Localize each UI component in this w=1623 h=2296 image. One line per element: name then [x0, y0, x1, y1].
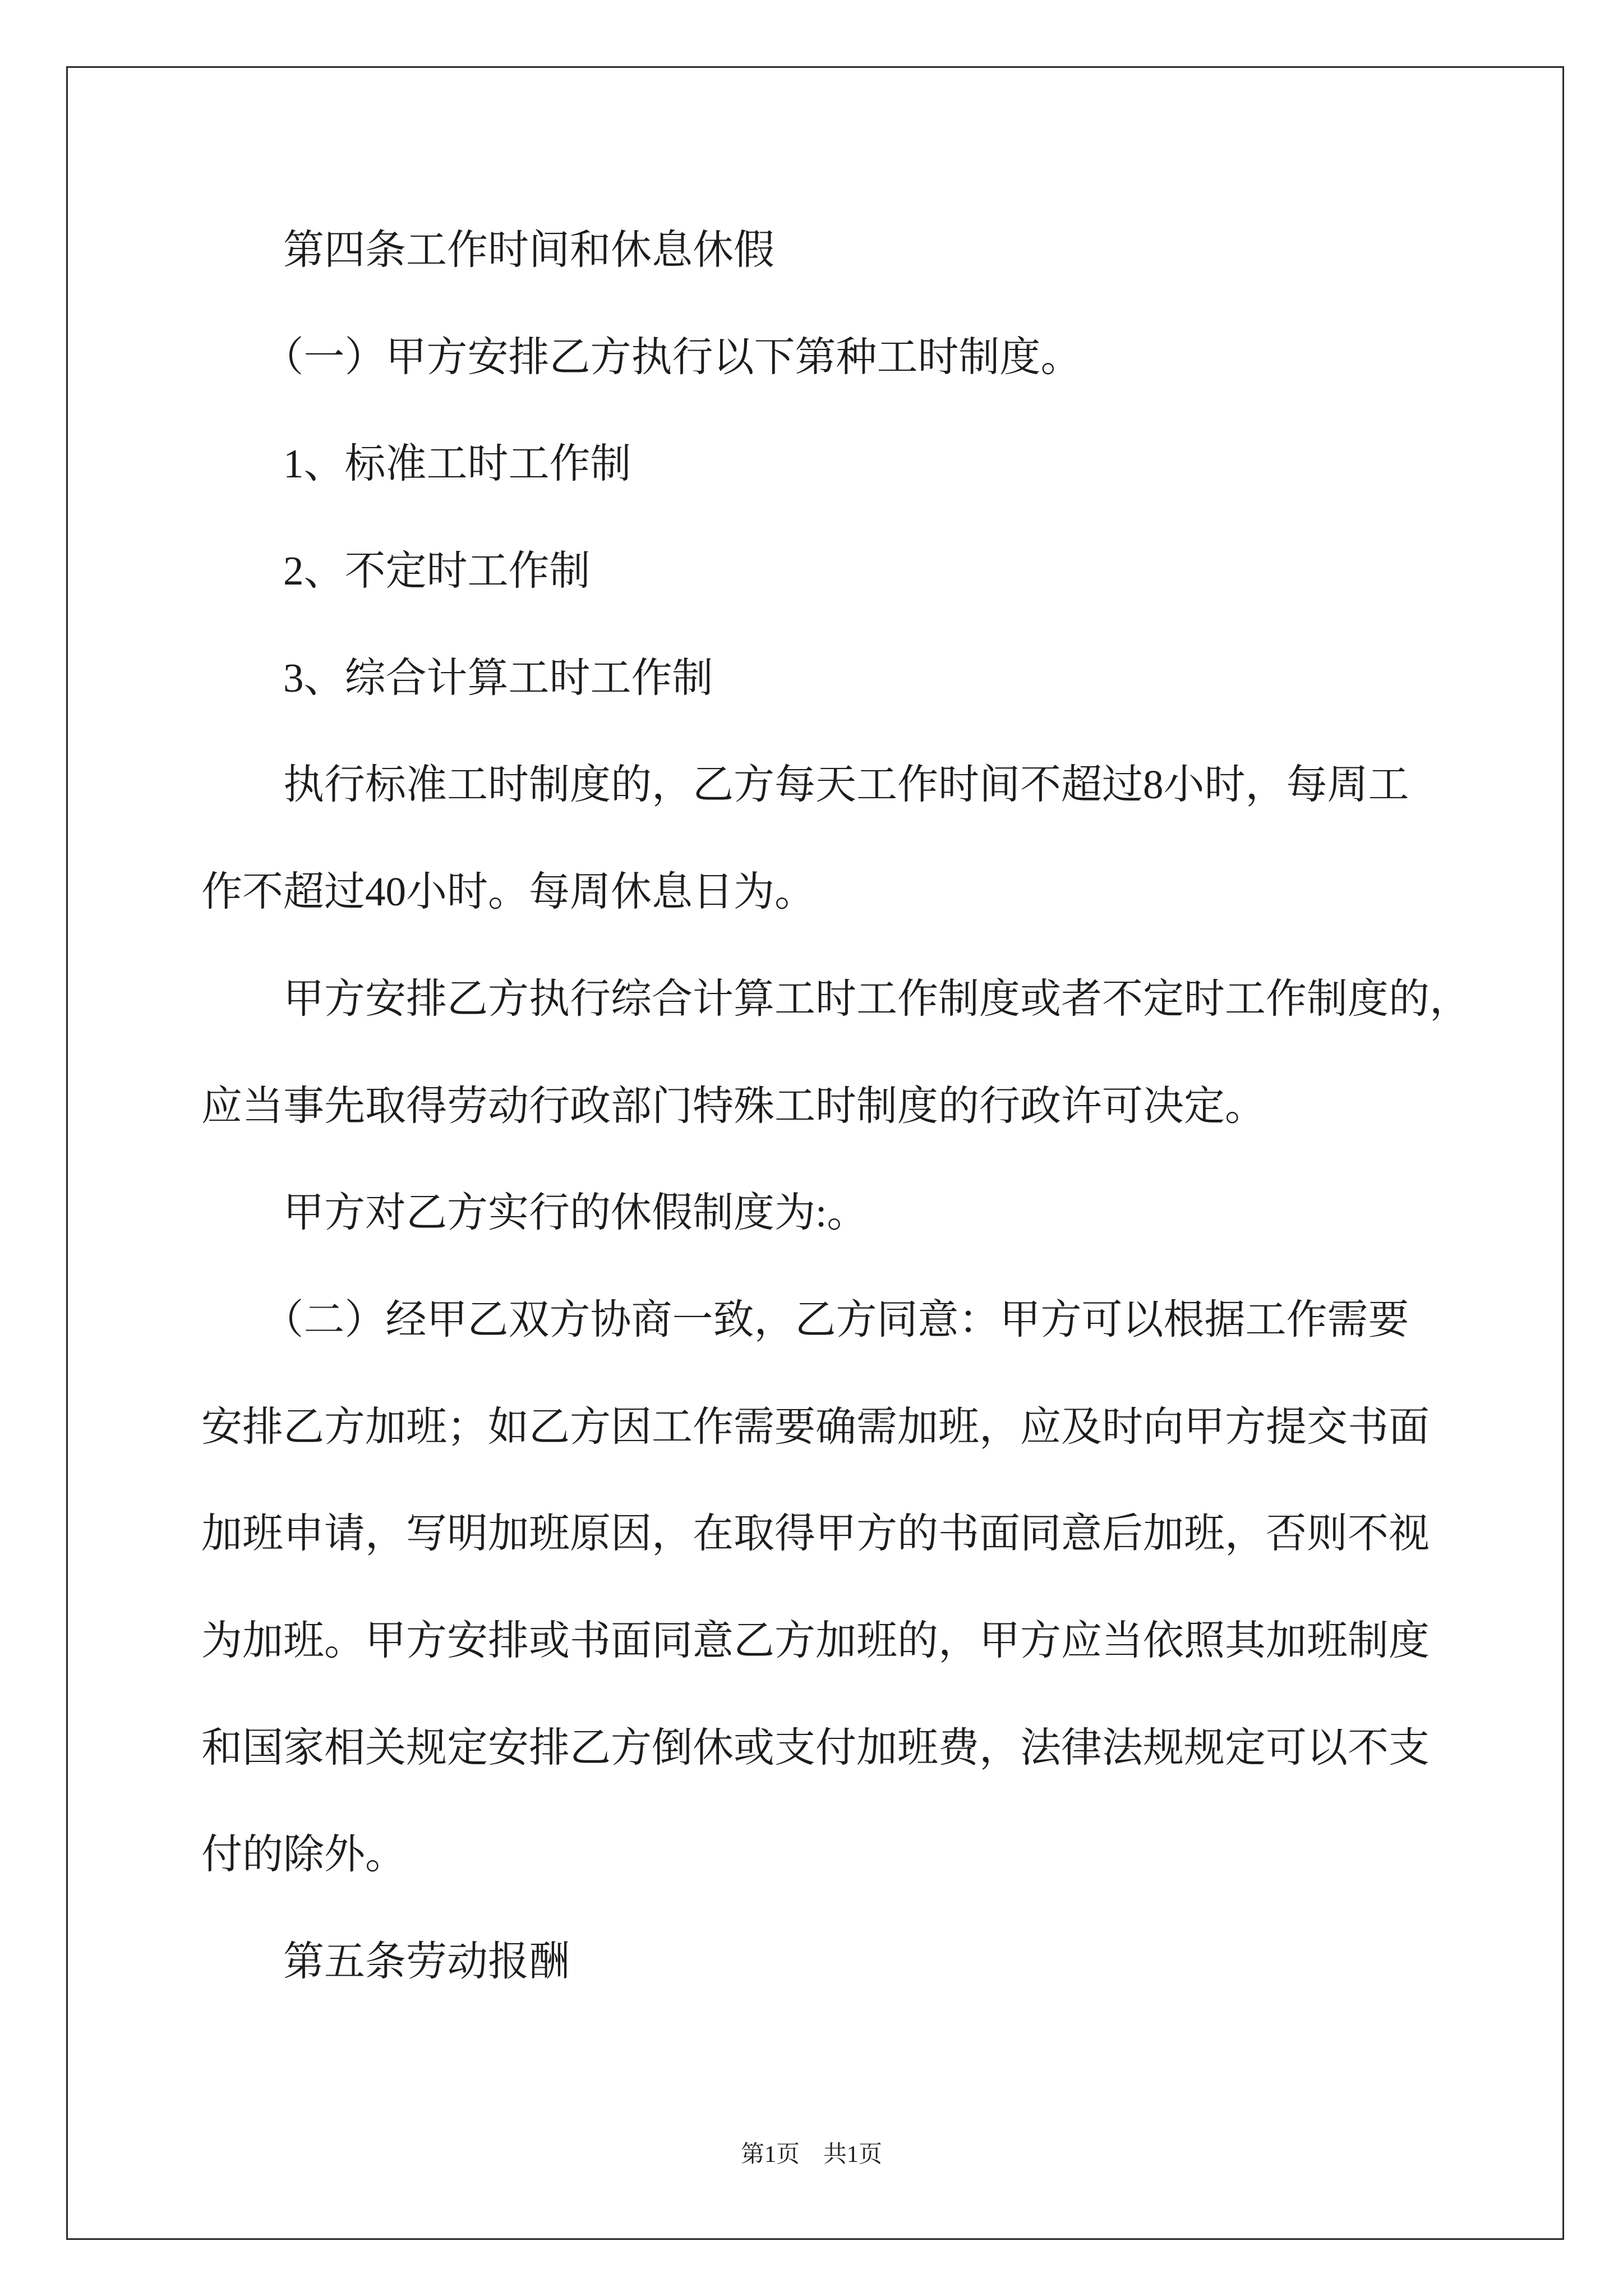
list-item-3 — [201, 625, 1547, 732]
comprehensive-hours-paragraph — [201, 946, 1547, 1159]
paragraph-line: 和国家相关规定安排乙方倒休或支付加班费，法律法规规定可以不支 — [201, 1724, 1430, 1770]
heading-line: 第五条劳动报酬 — [283, 1939, 570, 1984]
list-item-2 — [201, 518, 1547, 625]
article-4-heading — [201, 197, 1547, 304]
document-body — [201, 197, 1547, 2016]
paragraph-line: 为加班。甲方安排或书面同意乙方加班的，甲方应当依照其加班制度 — [201, 1617, 1430, 1663]
leave-system-paragraph — [201, 1159, 1547, 1267]
clause-2-paragraph — [201, 1267, 1547, 1908]
page-number-footer: 第1页 共1页 — [740, 2142, 882, 2168]
paragraph-line: 甲方对乙方实行的休假制度为:。 — [283, 1190, 868, 1236]
paragraph-line: 甲方安排乙方执行综合计算工时工作制度或者不定时工作制度的， — [283, 976, 1470, 1022]
list-item-1 — [201, 411, 1547, 518]
clause-1-paragraph — [201, 304, 1547, 411]
paragraph-line: 应当事先取得劳动行政部门特殊工时制度的行政许可决定。 — [201, 1083, 1266, 1129]
paragraph-line: 作不超过40小时。每周休息日为。 — [201, 869, 815, 915]
list-item-line: 2、不定时工作制 — [283, 548, 591, 594]
paragraph-line: （二）经甲乙双方协商一致，乙方同意：甲方可以根据工作需要 — [262, 1296, 1409, 1342]
list-item-line: 3、综合计算工时工作制 — [283, 655, 713, 701]
list-item-line: 1、标准工时工作制 — [283, 441, 631, 487]
paragraph-line: 安排乙方加班；如乙方因工作需要确需加班，应及时向甲方提交书面 — [201, 1404, 1430, 1450]
paragraph-line: （一）甲方安排乙方执行以下第种工时制度。 — [262, 334, 1082, 380]
paragraph-line: 加班申请，写明加班原因，在取得甲方的书面同意后加班，否则不视 — [201, 1511, 1430, 1557]
paragraph-line: 执行标准工时制度的，乙方每天工作时间不超过8小时，每周工 — [283, 762, 1409, 808]
paragraph-line: 付的除外。 — [201, 1832, 406, 1878]
article-5-heading — [201, 1908, 1547, 2016]
standard-hours-paragraph — [201, 731, 1547, 945]
heading-line: 第四条工作时间和休息休假 — [283, 227, 774, 273]
